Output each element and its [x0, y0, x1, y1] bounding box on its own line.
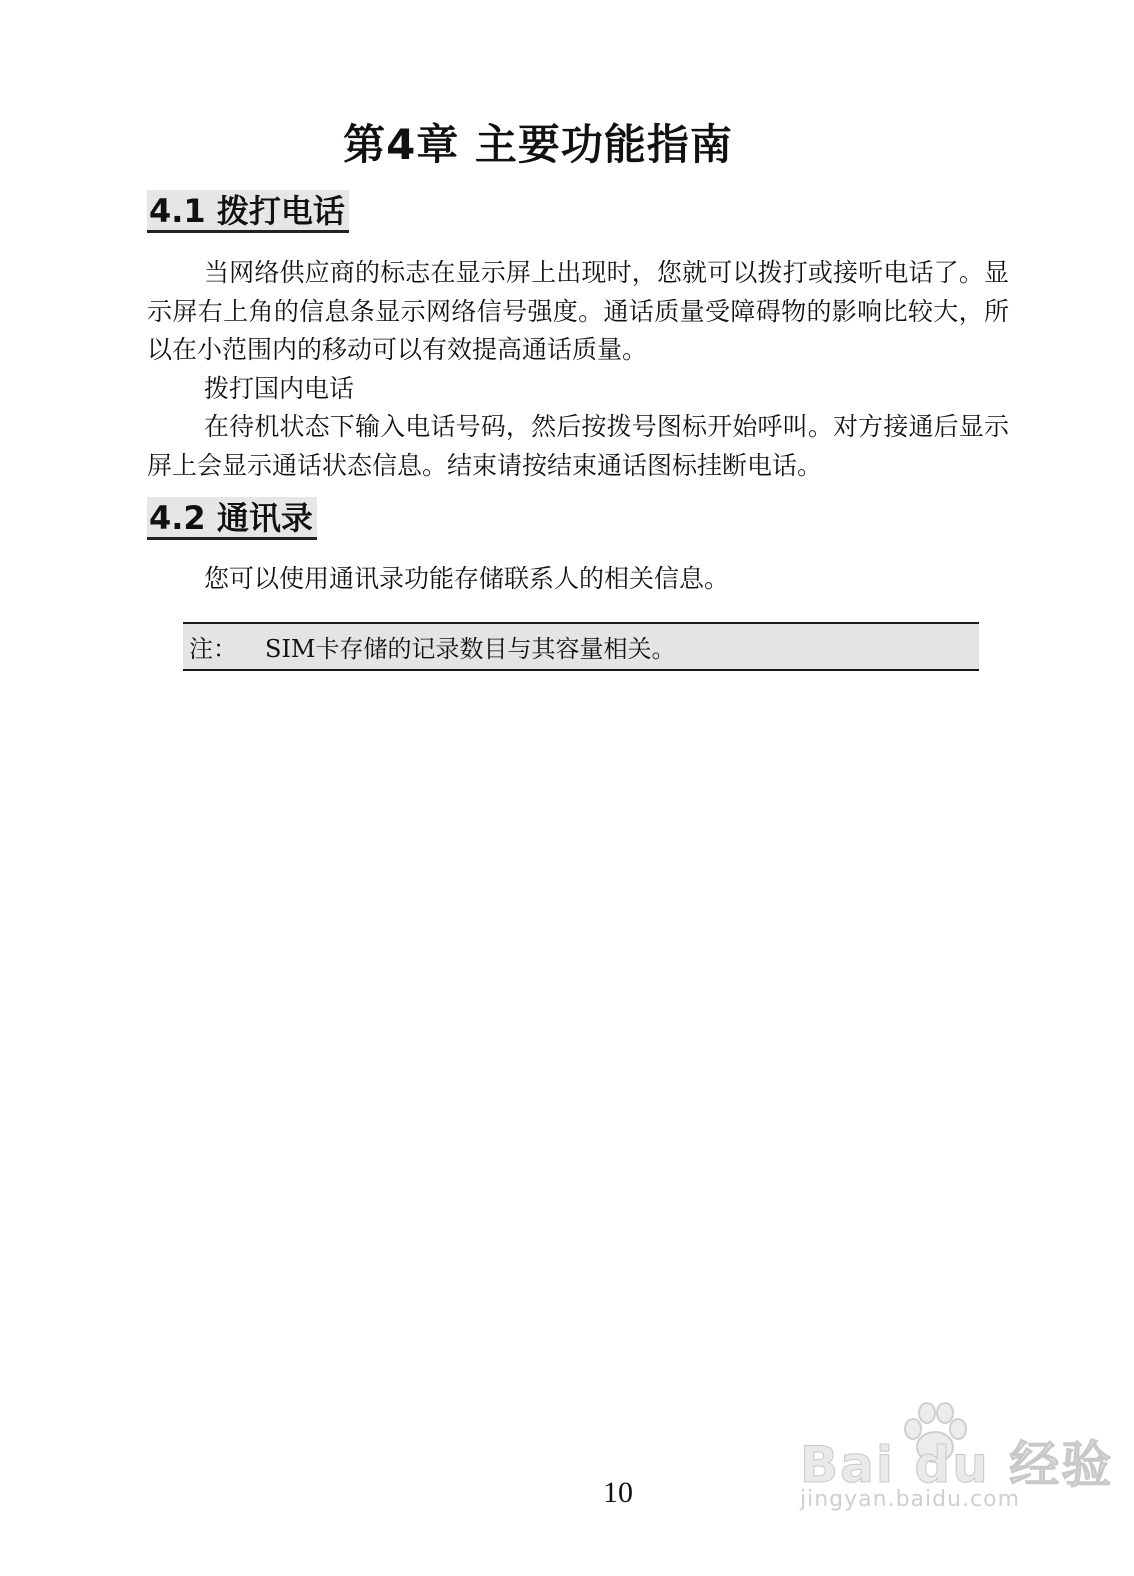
page-number: 10: [603, 1476, 633, 1509]
paragraph-domestic-call-title: 拨打国内电话: [204, 374, 355, 403]
paragraph-contacts-intro: 您可以使用通讯录功能存储联系人的相关信息。: [204, 564, 730, 593]
watermark: [800, 1395, 1114, 1530]
chapter-title: 第4章 主要功能指南: [343, 120, 733, 169]
note-box: [183, 622, 979, 671]
watermark-url: jingyan.baidu.com: [800, 1487, 1021, 1512]
watermark-brand: Bai du 经验: [800, 1436, 1114, 1494]
paragraph-dialing-intro: 当网络供应商的标志在显示屏上出现时，您就可以拨打或接听电话了。显示屏右上角的信息条显示网络信号强度。通话质量受障碍物的影响比较大，所以在小范围内的移动可以有效提高通话质量。: [147, 258, 1009, 364]
note-label: 注：: [189, 635, 237, 663]
note-text: SIM卡存储的记录数目与其容量相关。: [265, 635, 676, 663]
paragraph-domestic-call-steps: 在待机状态下输入电话号码，然后按拨号图标开始呼叫。对方接通后显示屏上会显示通话状态信息。结束请按结束通话图标挂断电话。: [147, 412, 1009, 480]
section-heading-4-2: 4.2 通讯录: [147, 497, 317, 540]
section-heading-4-1: 4.1 拨打电话: [147, 190, 349, 233]
